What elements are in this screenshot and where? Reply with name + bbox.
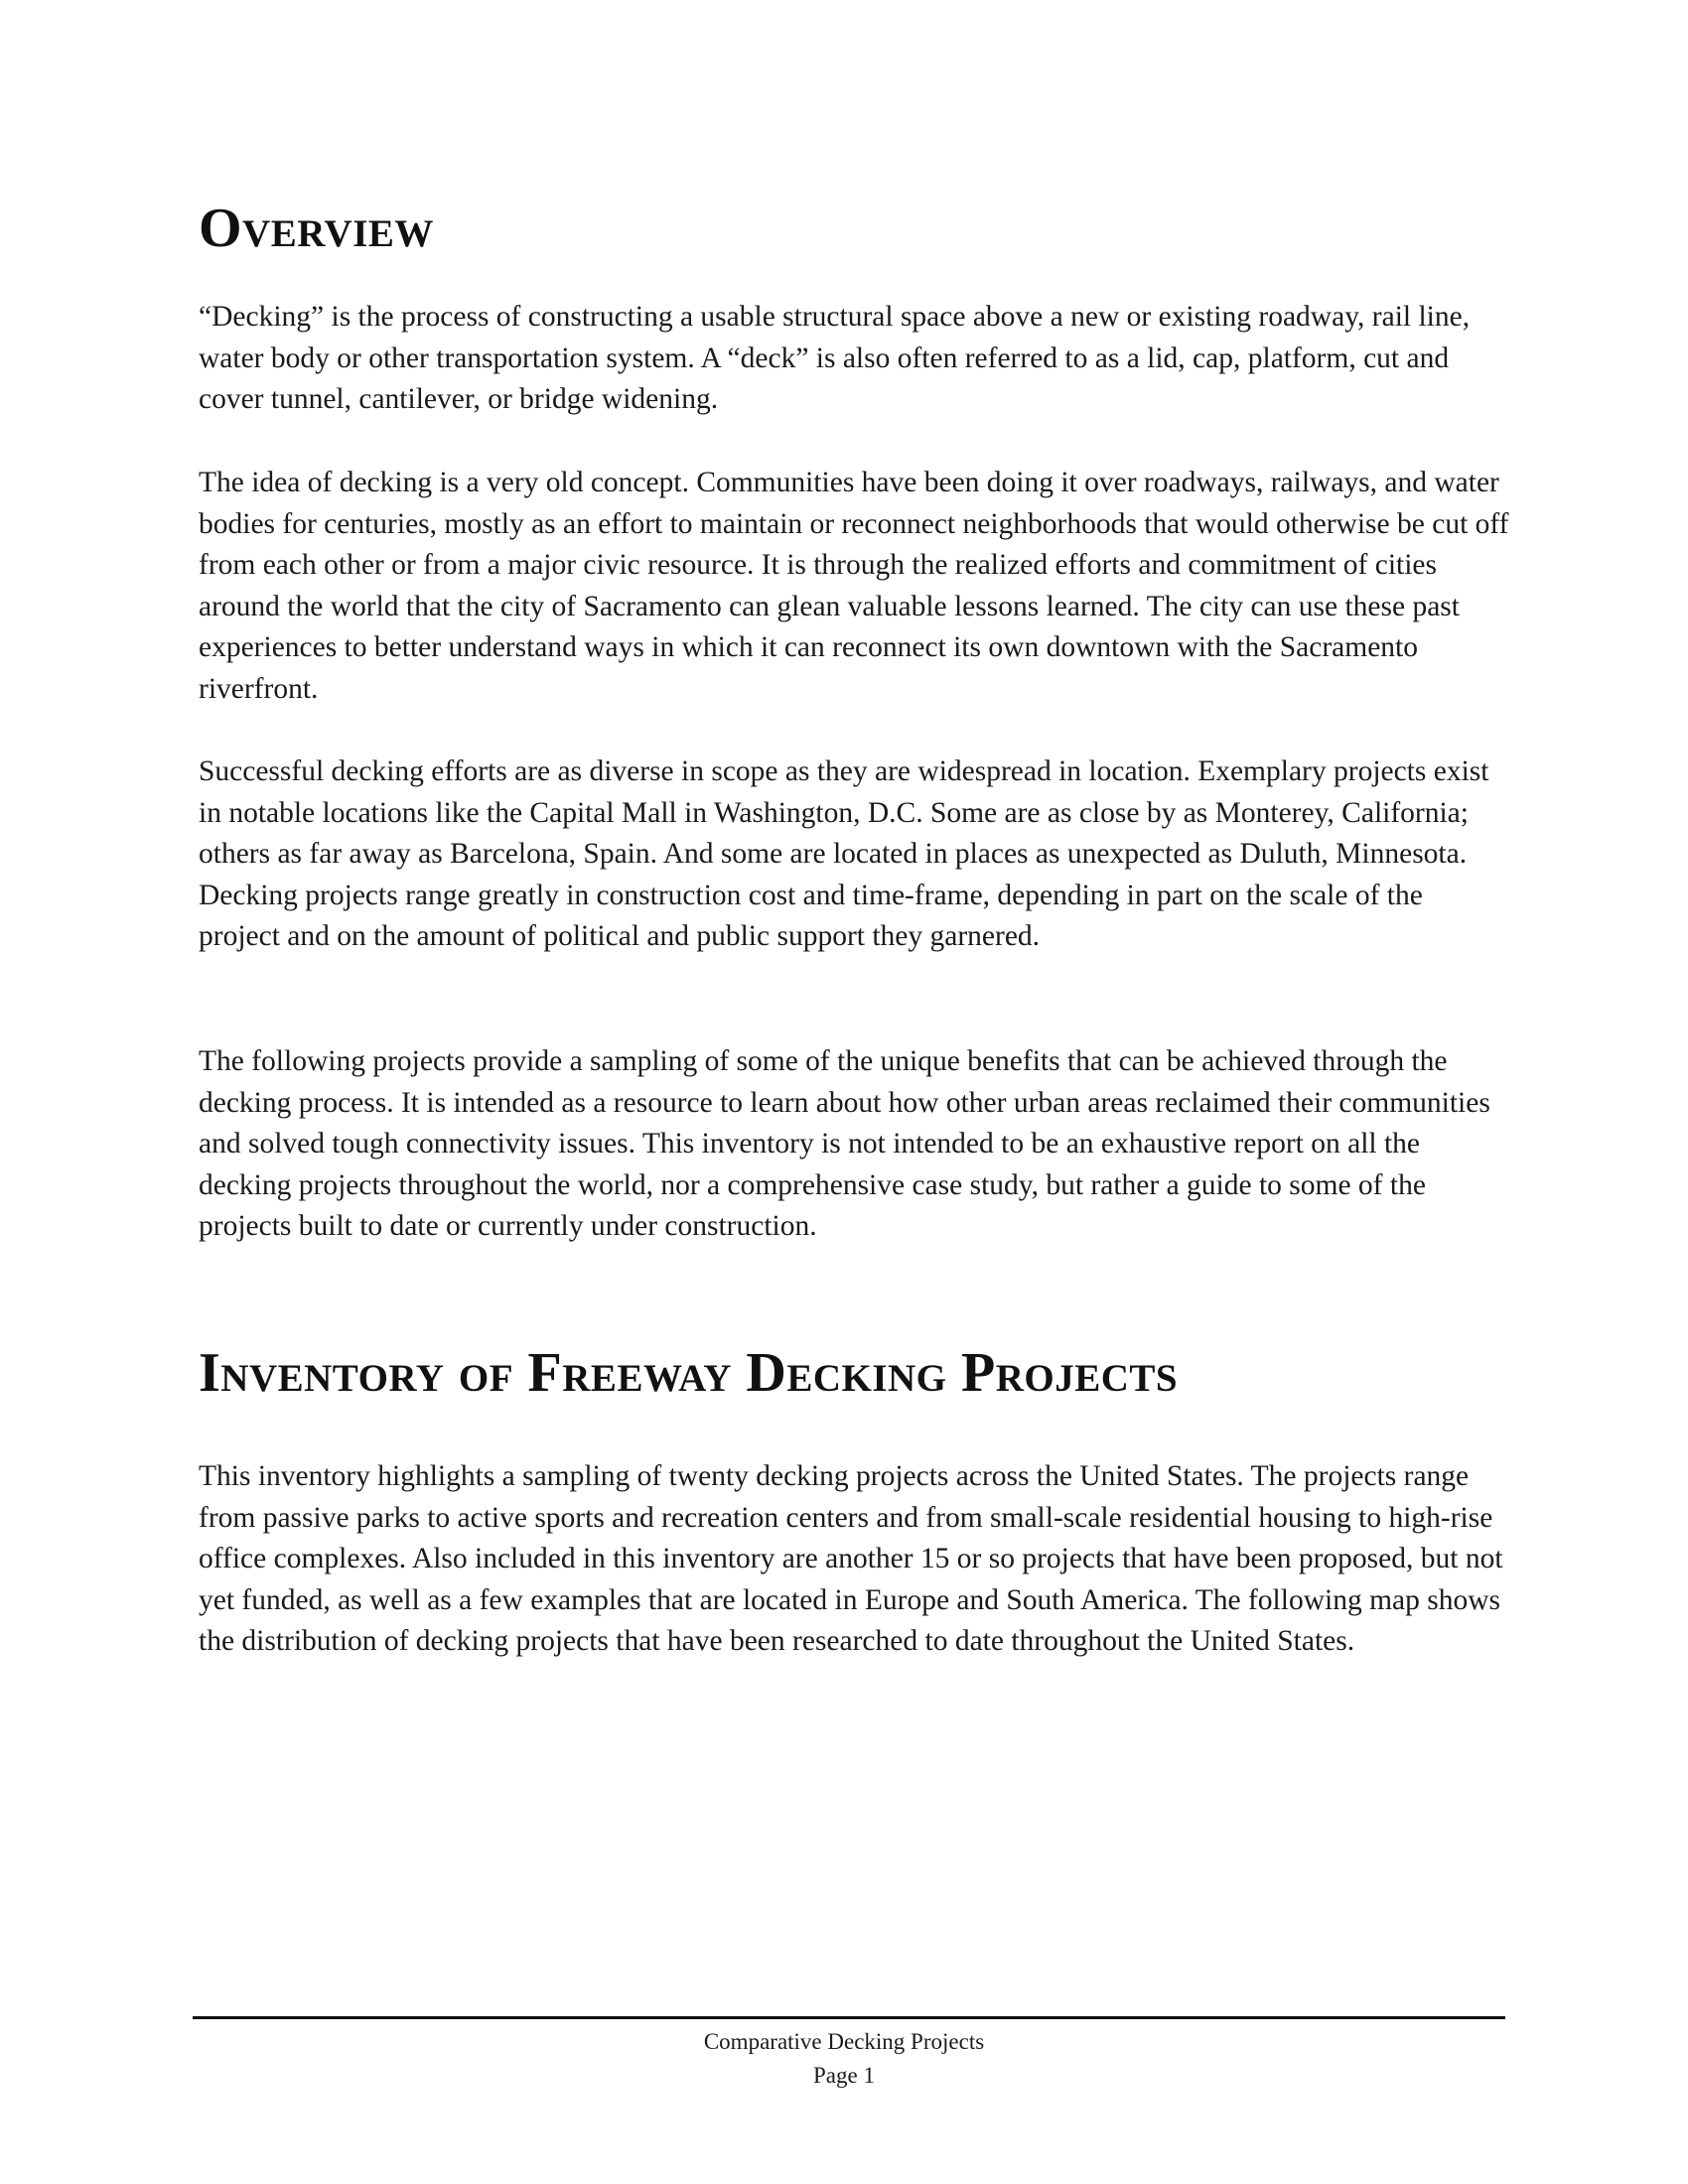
footer-page-number: Page 1 [813,2063,875,2088]
overview-paragraph-4: The following projects provide a sampling of some of the unique benefits that can be achieved through the decking process. It is intended as a resource to learn about how other urban areas reclaimed their communities and solved tough connectivity issues. This inventory is not intended to be an exhaustive report on all the decking projects throughout the world, nor a comprehensive case study, but rather a guide to some of the projects built to date or currently under construction. [199,1045,1490,1242]
overview-paragraph-1: “Decking” is the process of constructing a usable structural space above a new or existing roadway, rail line, water body or other transportation system. A “deck” is also often referred to as a lid, cap, platform, cut and cover tunnel, cantilever, or bridge widening. [199,301,1471,415]
section-heading-inventory: Inventory of Freeway Decking Projects [199,1342,1179,1404]
overview-paragraph-3: Successful decking efforts are as diverse in scope as they are widespread in location. Exemplary projects exist in notable locations like the Capital Mall in Washington, D.C. Some are as close by as Monterey, California; others as far away as Barcelona, Spain. And some are located in places as unexpected as Duluth, Minnesota. Decking projects range greatly in construction cost and time-frame, depending in part on the scale of the project and on the amount of political and public support they garnered. [199,755,1489,952]
section-heading-overview: Overview [199,198,434,259]
overview-paragraph-2: The idea of decking is a very old concept. Communities have been doing it over roadways, railways, and water bodies for centuries, mostly as an effort to maintain or reconnect neighborhoods that would otherwise be cut off from each other or from a major civic resource. It is through the realized efforts and commitment of cities around the world that the city of Sacramento can glean valuable lessons learned. The city can use these past experiences to better understand ways in which it can reconnect its own downtown with the Sacramento riverfront. [199,467,1509,705]
footer-divider [193,2016,1505,2019]
inventory-paragraph: This inventory highlights a sampling of twenty decking projects across the United States. The projects range from passive parks to active sports and recreation centers and from small-scale residential housing to high-rise office complexes. Also included in this inventory are another 15 or so projects that have been proposed, but not yet funded, as well as a few examples that are located in Europe and South America. The following map shows the distribution of decking projects that have been researched to date throughout the United States. [199,1460,1503,1657]
footer-document-title: Comparative Decking Projects [703,2029,985,2054]
